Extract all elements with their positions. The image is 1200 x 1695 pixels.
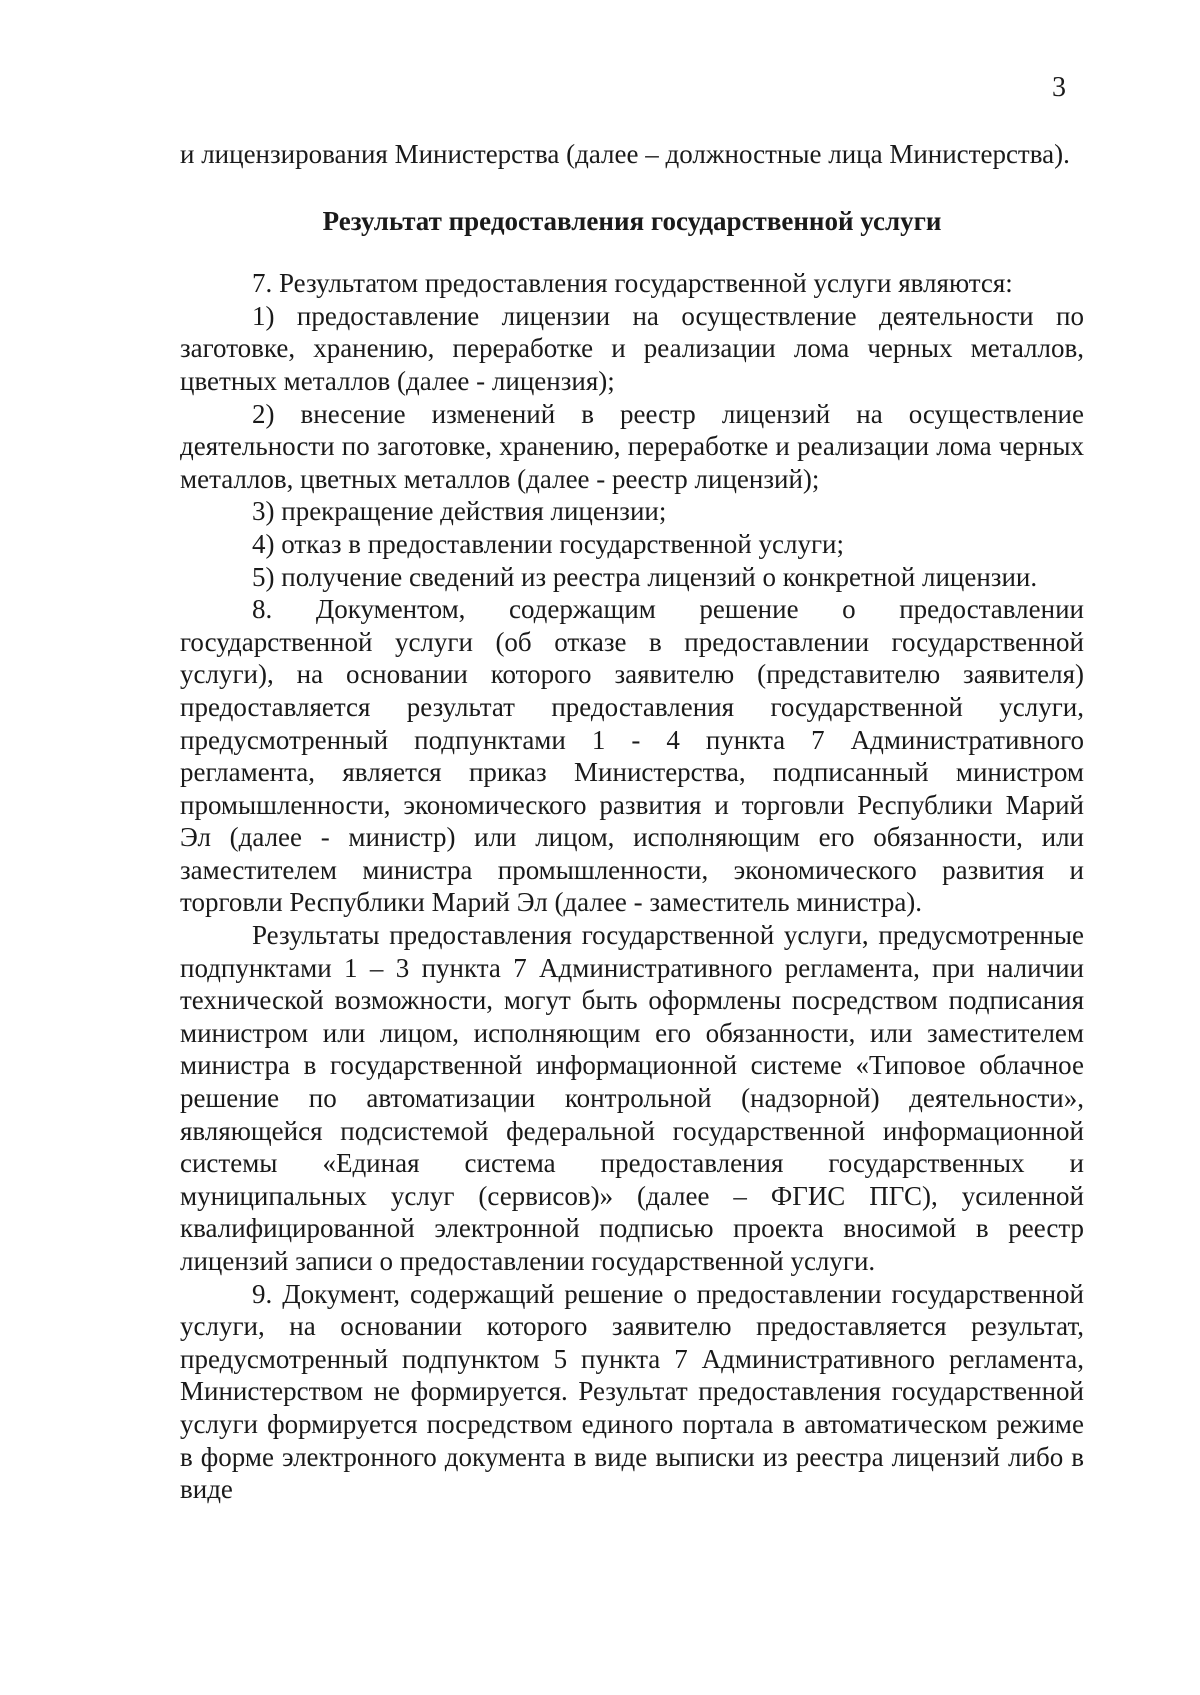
paragraph-7-item-2: 2) внесение изменений в реестр лицензий на осуществление деятельности по заготовке, хранению, переработке и реализации лома черных металлов, цветных металлов (далее - реестр лицензий); <box>180 398 1084 494</box>
paragraph-7-item-4: 4) отказ в предоставлении государственной услуги; <box>252 528 844 559</box>
section-heading: Результат предоставления государственной услуги <box>322 205 942 236</box>
document-body <box>180 138 1084 1506</box>
intro-paragraph: и лицензирования Министерства (далее – должностные лица Министерства). <box>180 139 1070 169</box>
paragraph-8-results: Результаты предоставления государственной услуги, предусмотренные подпунктами 1 – 3 пункта 7 Административного регламента, при наличии технической возможности, могут быть оформлены посредством подписания министром или лицом, исполняющим его обязанности, или заместителем министра в государственной информационной системе «Типовое облачное решение по автоматизации контрольной (надзорной) деятельности», являющейся подсистемой федеральной государственной информационной системы «Единая система предоставления государственных и муниципальных услуг (сервисов)» (далее – ФГИС ПГС), усиленной квалифицированной электронной подписью проекта вносимой в реестр лицензий записи о предоставлении государственной услуги. <box>180 920 1084 1276</box>
paragraph-9: 9. Документ, содержащий решение о предоставлении государственной услуги, на основании которого заявителю предоставляется результат, предусмотренный подпунктом 5 пункта 7 Административного регламента, Министерством не формируется. Результат предоставления государственной услуги формируется посредством единого портала в автоматическом режиме в форме электронного документа в виде выписки из реестра лицензий либо в виде <box>180 1278 1084 1505</box>
page-number: 3 <box>1052 72 1066 103</box>
paragraph-7: 7. Результатом предоставления государственной услуги являются: <box>252 268 1013 299</box>
paragraph-7-item-3: 3) прекращение действия лицензии; <box>252 496 667 527</box>
paragraph-7-item-5: 5) получение сведений из реестра лицензий о конкретной лицензии. <box>252 561 1038 592</box>
paragraph-7-item-1: 1) предоставление лицензии на осуществление деятельности по заготовке, хранению, переработке и реализации лома черных металлов, цветных металлов (далее - лицензия); <box>180 300 1084 396</box>
paragraph-8: 8. Документом, содержащим решение о предоставлении государственной услуги (об отказе в предоставлении государственной услуги), на основании которого заявителю (представителю заявителя) предоставляется результат предоставления государственной услуги, предусмотренный подпунктами 1 - 4 пункта 7 Административного регламента, является приказ Министерства, подписанный министром промышленности, экономического развития и торговли Республики Марий Эл (далее - министр) или лицом, исполняющим его обязанности, или заместителем министра промышленности, экономического развития и торговли Республики Марий Эл (далее - заместитель министра). <box>180 594 1084 918</box>
